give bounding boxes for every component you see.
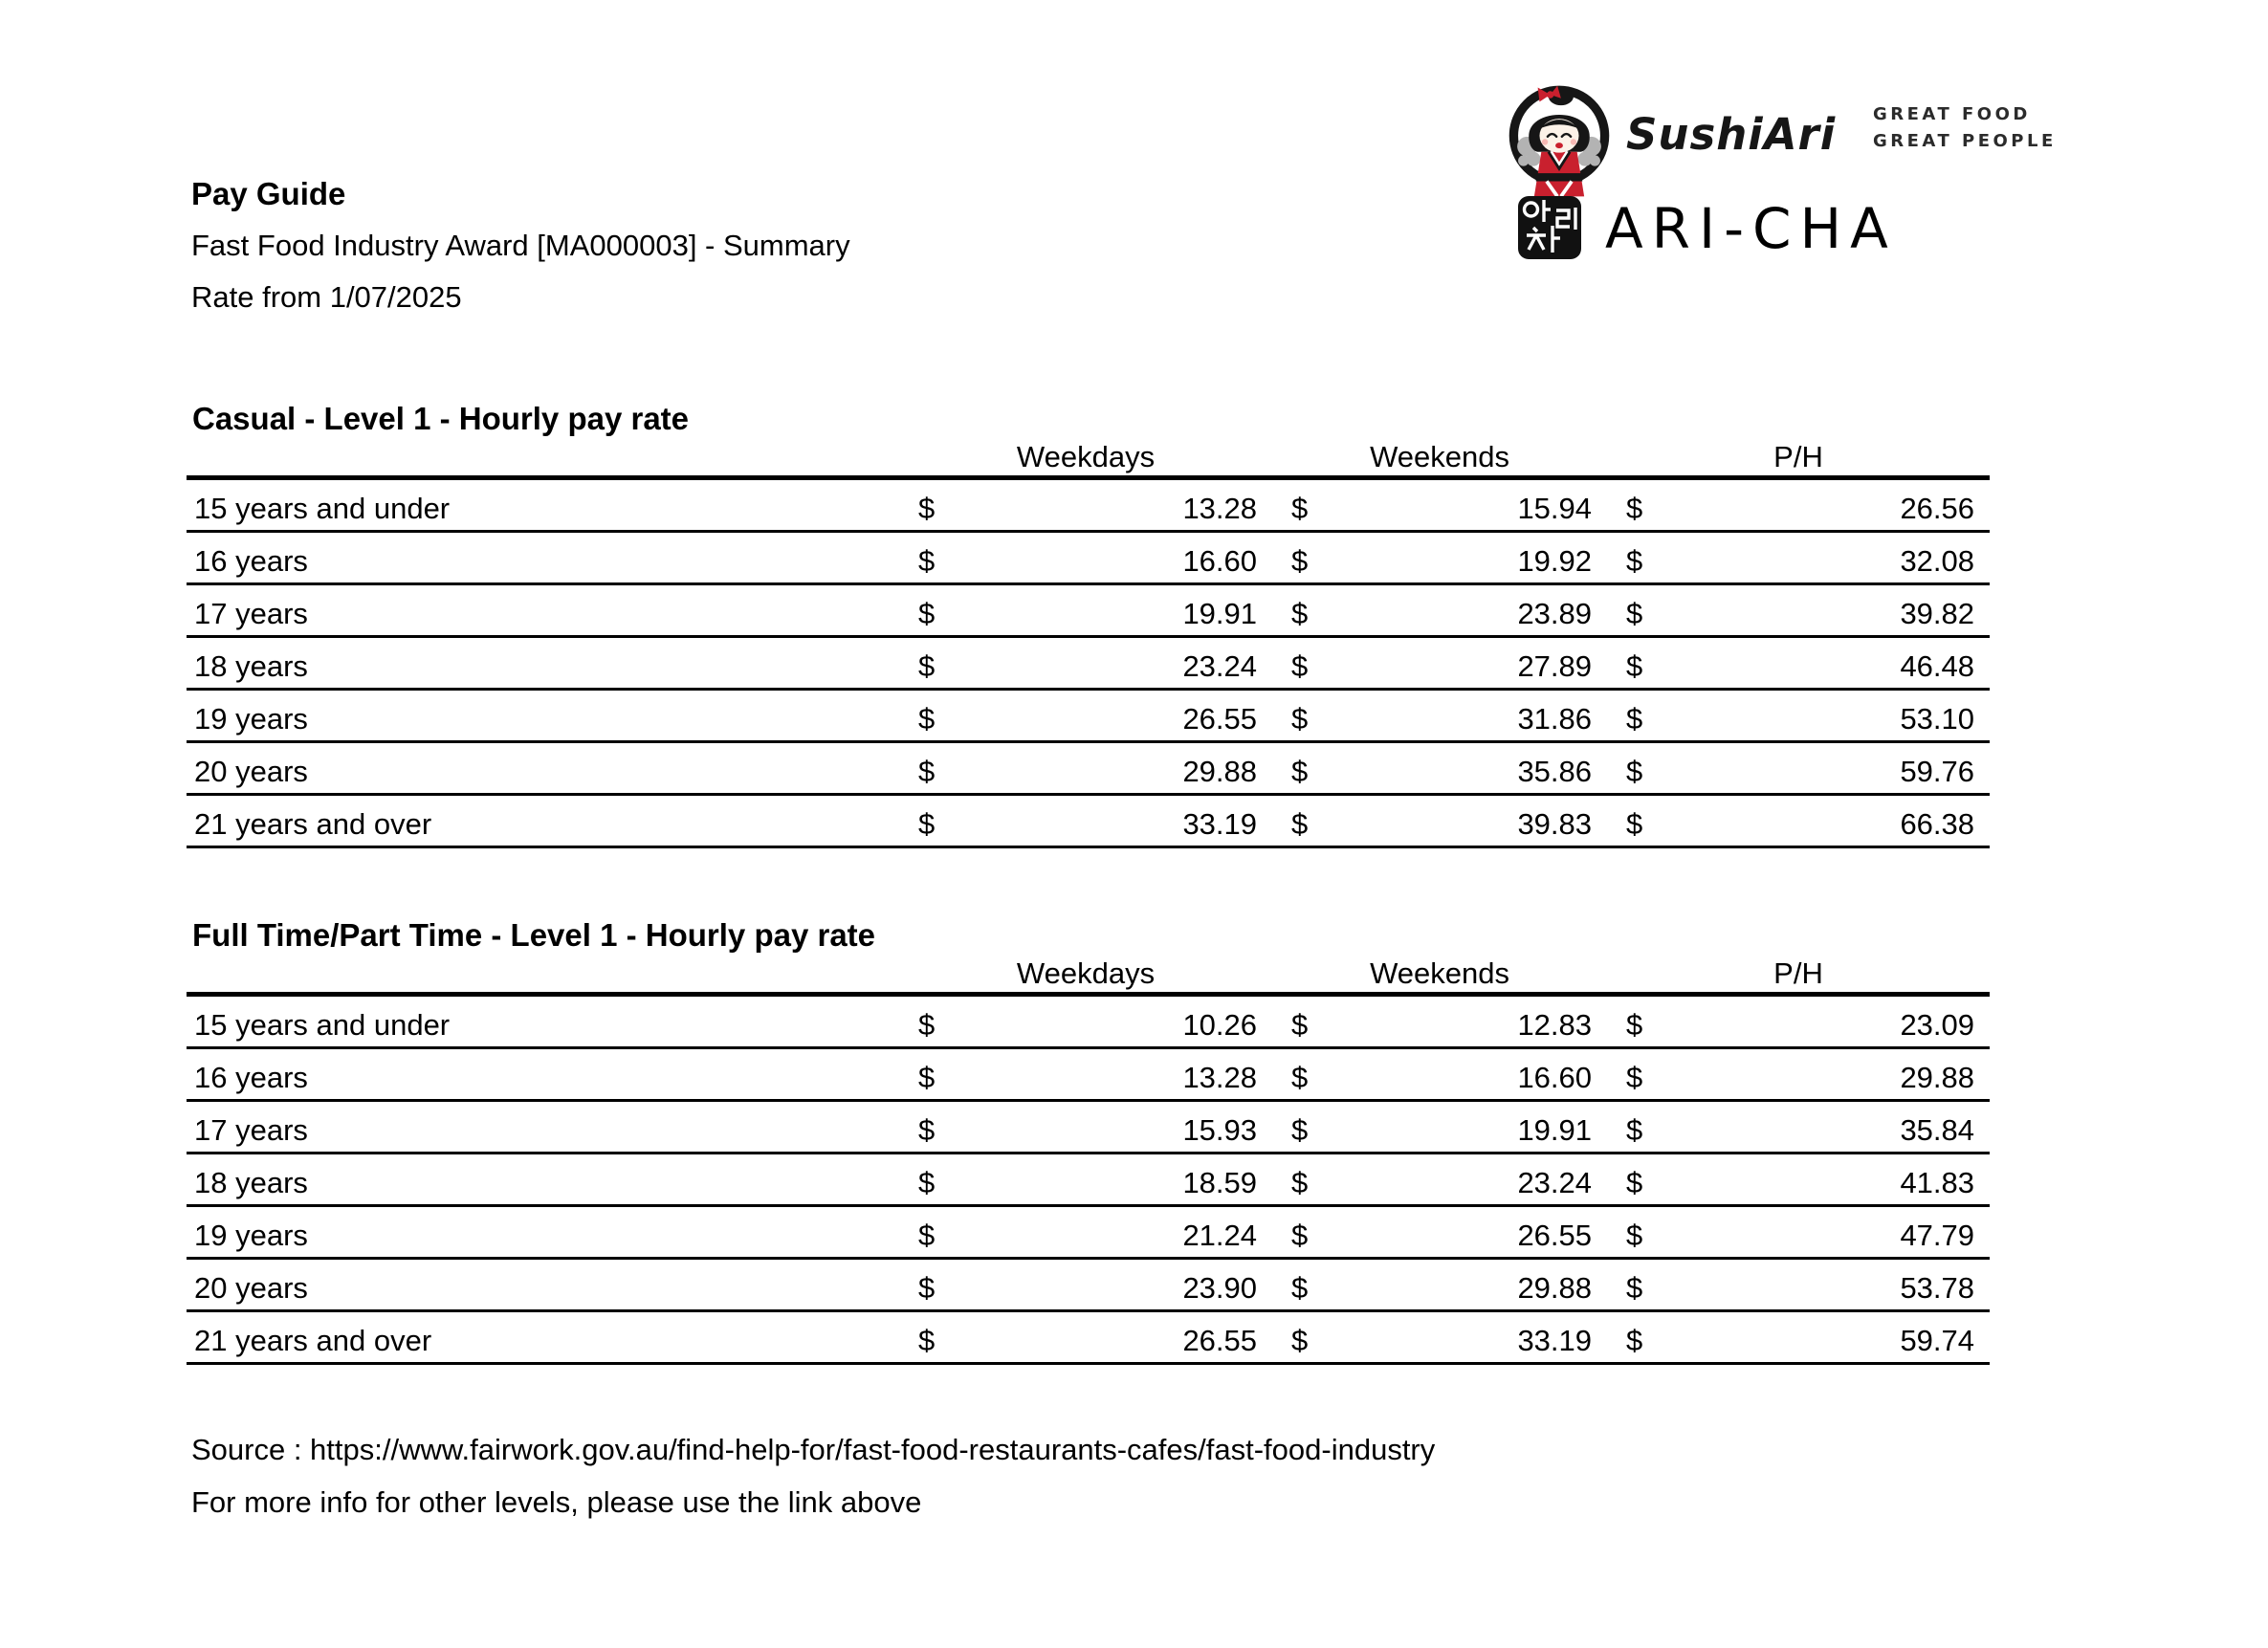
currency-symbol: $ — [1272, 1154, 1330, 1206]
casual-table-section — [187, 402, 1990, 848]
currency-symbol: $ — [899, 1206, 957, 1259]
weekends-value: 31.86 — [1330, 690, 1607, 742]
currency-symbol: $ — [899, 995, 957, 1048]
currency-symbol: $ — [1607, 1259, 1664, 1311]
col-header-weekends: Weekends — [1272, 958, 1607, 995]
doc-header — [191, 168, 850, 323]
ph-value: 35.84 — [1664, 1101, 1990, 1154]
weekends-value: 27.89 — [1330, 637, 1607, 690]
tagline-line-2: GREAT PEOPLE — [1873, 131, 2057, 151]
col-header-empty — [187, 442, 899, 478]
weekdays-value: 19.91 — [957, 584, 1272, 637]
age-group-label: 19 years — [187, 1206, 899, 1259]
currency-symbol: $ — [1272, 637, 1330, 690]
ph-value: 26.56 — [1664, 478, 1990, 532]
age-group-label: 18 years — [187, 1154, 899, 1206]
ph-value: 29.88 — [1664, 1048, 1990, 1101]
currency-symbol: $ — [1607, 795, 1664, 847]
col-header-weekends: Weekends — [1272, 442, 1607, 478]
table-row — [187, 1154, 1990, 1206]
table-row — [187, 995, 1990, 1048]
table-row — [187, 637, 1990, 690]
weekends-value: 15.94 — [1330, 478, 1607, 532]
col-header-ph: P/H — [1607, 442, 1990, 478]
age-group-label: 18 years — [187, 637, 899, 690]
rate-from-line: Rate from 1/07/2025 — [191, 280, 462, 314]
weekends-value: 29.88 — [1330, 1259, 1607, 1311]
currency-symbol: $ — [899, 1154, 957, 1206]
table-row — [187, 1311, 1990, 1364]
currency-symbol: $ — [1272, 532, 1330, 584]
source-link-text: Source : https://www.fairwork.gov.au/find-help-for/fast-food-restaurants-cafes/fast-food-industry — [191, 1433, 1436, 1466]
age-group-label: 21 years and over — [187, 795, 899, 847]
weekends-value: 33.19 — [1330, 1311, 1607, 1364]
weekdays-value: 29.88 — [957, 742, 1272, 795]
currency-symbol: $ — [1607, 1311, 1664, 1364]
currency-symbol: $ — [1272, 690, 1330, 742]
aricha-korean-tile-icon — [1518, 196, 1581, 259]
table-row — [187, 1101, 1990, 1154]
weekdays-value: 18.59 — [957, 1154, 1272, 1206]
currency-symbol: $ — [1272, 1048, 1330, 1101]
header-row — [187, 958, 1990, 995]
table-row — [187, 584, 1990, 637]
currency-symbol: $ — [899, 742, 957, 795]
weekends-value: 23.24 — [1330, 1154, 1607, 1206]
currency-symbol: $ — [1607, 995, 1664, 1048]
weekends-value: 16.60 — [1330, 1048, 1607, 1101]
sushiari-wordmark: SushiAri — [1626, 109, 1837, 160]
col-header-empty — [187, 958, 899, 995]
col-header-weekdays: Weekdays — [899, 442, 1272, 478]
page-title: Pay Guide — [191, 176, 346, 211]
kokeshi-doll-icon — [1506, 80, 1613, 202]
doc-footer — [191, 1423, 1435, 1528]
weekdays-value: 15.93 — [957, 1101, 1272, 1154]
currency-symbol: $ — [1272, 1259, 1330, 1311]
currency-symbol: $ — [899, 637, 957, 690]
currency-symbol: $ — [1607, 532, 1664, 584]
age-group-label: 21 years and over — [187, 1311, 899, 1364]
currency-symbol: $ — [1272, 478, 1330, 532]
casual-pay-table — [187, 442, 1990, 848]
currency-symbol: $ — [1607, 742, 1664, 795]
currency-symbol: $ — [1607, 637, 1664, 690]
currency-symbol: $ — [1272, 1206, 1330, 1259]
currency-symbol: $ — [899, 584, 957, 637]
col-header-weekdays: Weekdays — [899, 958, 1272, 995]
weekdays-value: 21.24 — [957, 1206, 1272, 1259]
section-title-fulltime: Full Time/Part Time - Level 1 - Hourly pay rate — [192, 917, 876, 953]
age-group-label: 16 years — [187, 1048, 899, 1101]
weekdays-value: 33.19 — [957, 795, 1272, 847]
ph-value: 39.82 — [1664, 584, 1990, 637]
currency-symbol: $ — [1272, 584, 1330, 637]
currency-symbol: $ — [1607, 690, 1664, 742]
table-row — [187, 1048, 1990, 1101]
currency-symbol: $ — [1607, 584, 1664, 637]
weekends-value: 19.91 — [1330, 1101, 1607, 1154]
age-group-label: 20 years — [187, 1259, 899, 1311]
aricha-wordmark: ARI-CHA — [1605, 196, 1897, 261]
award-subtitle: Fast Food Industry Award [MA000003] - Summary — [191, 229, 850, 262]
currency-symbol: $ — [899, 1311, 957, 1364]
weekdays-value: 23.24 — [957, 637, 1272, 690]
weekends-value: 35.86 — [1330, 742, 1607, 795]
col-header-ph: P/H — [1607, 958, 1990, 995]
ph-value: 59.76 — [1664, 742, 1990, 795]
currency-symbol: $ — [1272, 1101, 1330, 1154]
age-group-label: 16 years — [187, 532, 899, 584]
weekdays-value: 26.55 — [957, 1311, 1272, 1364]
weekdays-value: 13.28 — [957, 1048, 1272, 1101]
currency-symbol: $ — [1607, 1048, 1664, 1101]
section-title-casual: Casual - Level 1 - Hourly pay rate — [192, 401, 690, 436]
weekends-value: 12.83 — [1330, 995, 1607, 1048]
weekdays-value: 26.55 — [957, 690, 1272, 742]
currency-symbol: $ — [1272, 995, 1330, 1048]
age-group-label: 17 years — [187, 584, 899, 637]
ph-value: 66.38 — [1664, 795, 1990, 847]
tagline-line-1: GREAT FOOD — [1873, 104, 2031, 124]
age-group-label: 15 years and under — [187, 478, 899, 532]
fulltime-table-section — [187, 918, 1990, 1365]
currency-symbol: $ — [899, 690, 957, 742]
currency-symbol: $ — [899, 795, 957, 847]
table-row — [187, 690, 1990, 742]
currency-symbol: $ — [899, 478, 957, 532]
weekends-value: 23.89 — [1330, 584, 1607, 637]
currency-symbol: $ — [1272, 795, 1330, 847]
weekends-value: 39.83 — [1330, 795, 1607, 847]
currency-symbol: $ — [1607, 1154, 1664, 1206]
ph-value: 32.08 — [1664, 532, 1990, 584]
table-row — [187, 1206, 1990, 1259]
footer-note: For more info for other levels, please use the link above — [191, 1485, 922, 1519]
currency-symbol: $ — [1607, 1101, 1664, 1154]
currency-symbol: $ — [899, 1048, 957, 1101]
table-row — [187, 478, 1990, 532]
currency-symbol: $ — [899, 532, 957, 584]
currency-symbol: $ — [899, 1259, 957, 1311]
table-row — [187, 532, 1990, 584]
header-row — [187, 442, 1990, 478]
table-row — [187, 742, 1990, 795]
weekdays-value: 10.26 — [957, 995, 1272, 1048]
age-group-label: 19 years — [187, 690, 899, 742]
fulltime-pay-table — [187, 958, 1990, 1365]
weekdays-value: 13.28 — [957, 478, 1272, 532]
sushiari-tagline — [1873, 101, 2057, 155]
ph-value: 46.48 — [1664, 637, 1990, 690]
weekdays-value: 23.90 — [957, 1259, 1272, 1311]
ph-value: 53.10 — [1664, 690, 1990, 742]
currency-symbol: $ — [1272, 1311, 1330, 1364]
currency-symbol: $ — [1607, 478, 1664, 532]
weekends-value: 26.55 — [1330, 1206, 1607, 1259]
currency-symbol: $ — [1272, 742, 1330, 795]
ph-value: 47.79 — [1664, 1206, 1990, 1259]
table-row — [187, 795, 1990, 847]
ph-value: 23.09 — [1664, 995, 1990, 1048]
age-group-label: 17 years — [187, 1101, 899, 1154]
ph-value: 41.83 — [1664, 1154, 1990, 1206]
ph-value: 59.74 — [1664, 1311, 1990, 1364]
age-group-label: 20 years — [187, 742, 899, 795]
hangul-aricha-icon — [1518, 196, 1581, 259]
ph-value: 53.78 — [1664, 1259, 1990, 1311]
age-group-label: 15 years and under — [187, 995, 899, 1048]
table-row — [187, 1259, 1990, 1311]
currency-symbol: $ — [1607, 1206, 1664, 1259]
currency-symbol: $ — [899, 1101, 957, 1154]
weekends-value: 19.92 — [1330, 532, 1607, 584]
weekdays-value: 16.60 — [957, 532, 1272, 584]
